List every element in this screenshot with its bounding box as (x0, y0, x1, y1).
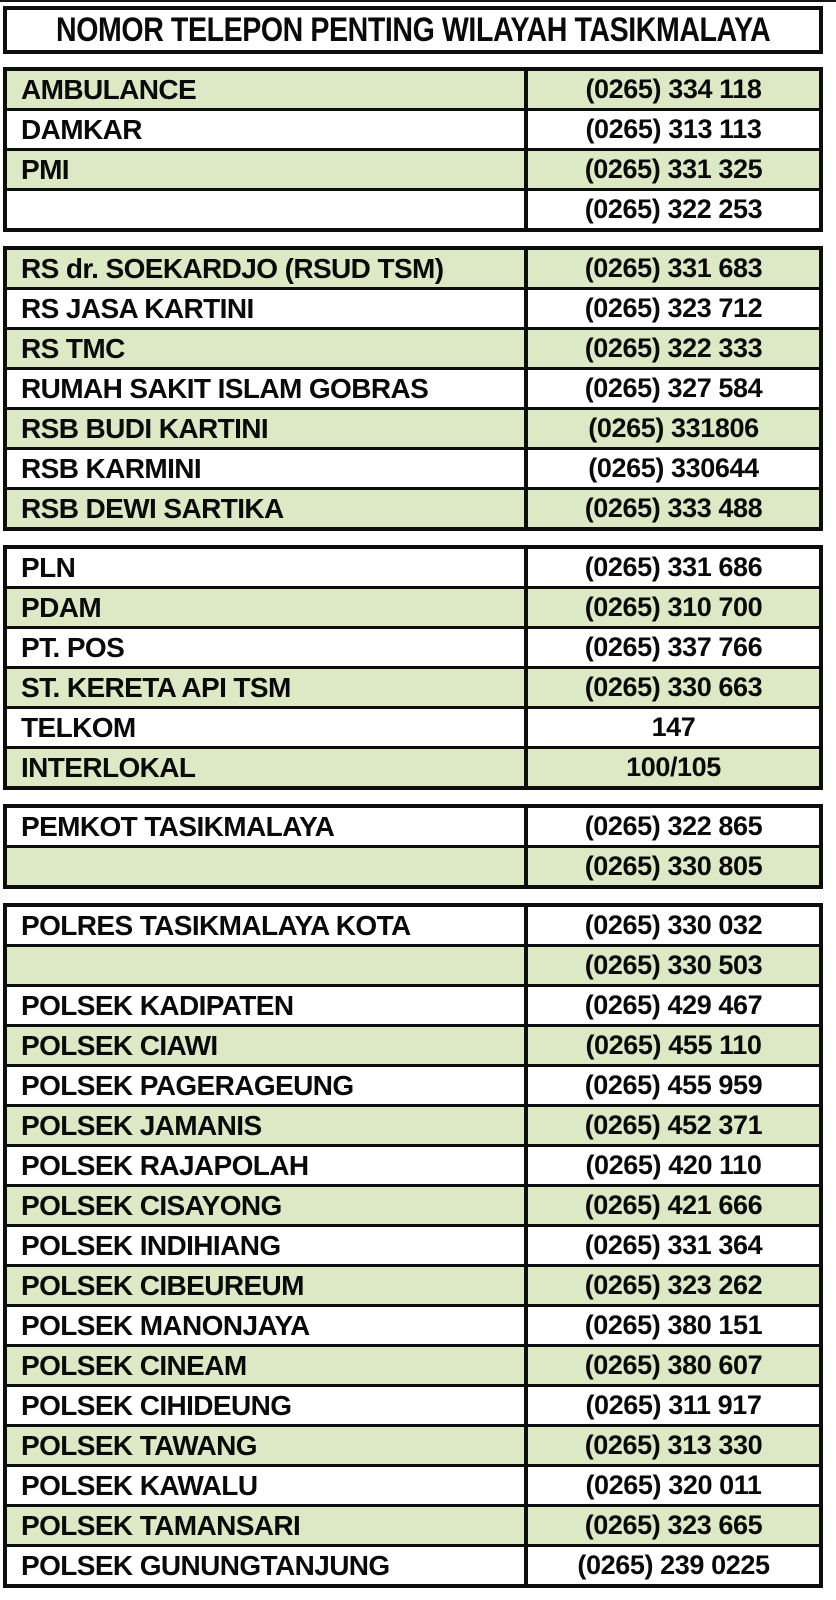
section-utilities (3, 545, 823, 790)
entry-name: POLSEK PAGERAGEUNG (21, 1069, 354, 1101)
entry-name: ST. KERETA API TSM (21, 671, 291, 703)
sections-container (3, 67, 823, 1588)
table-row (7, 111, 819, 151)
entry-name: INTERLOKAL (21, 751, 196, 783)
entry-name: RSB DEWI SARTIKA (21, 492, 284, 524)
entry-name: RS dr. SOEKARDJO (RSUD TSM) (21, 252, 444, 284)
table-row (7, 450, 819, 490)
section-emergency-services (3, 67, 823, 232)
entry-phone: (0265) 330 503 (524, 947, 819, 984)
table-row (7, 250, 819, 290)
section-hospitals (3, 246, 823, 531)
entry-name: TELKOM (21, 711, 136, 743)
table-row (7, 848, 819, 885)
table-row (7, 947, 819, 987)
entry-phone: 100/105 (524, 749, 819, 786)
table-row (7, 1467, 819, 1507)
table-row (7, 1187, 819, 1227)
entry-phone: (0265) 380 151 (524, 1307, 819, 1344)
entry-phone: (0265) 322 865 (524, 808, 819, 845)
table-row (7, 907, 819, 947)
page-title-text: NOMOR TELEPON PENTING WILAYAH TASIKMALAYA (55, 10, 771, 49)
entry-name: DAMKAR (21, 113, 142, 145)
table-row (7, 1347, 819, 1387)
phone-directory-page (3, 6, 823, 1588)
page-title (3, 6, 823, 54)
table-row (7, 191, 819, 228)
table-row (7, 1427, 819, 1467)
entry-phone: (0265) 330 032 (524, 907, 819, 944)
entry-phone: (0265) 239 0225 (524, 1547, 819, 1584)
entry-phone: (0265) 429 467 (524, 987, 819, 1024)
table-row (7, 709, 819, 749)
entry-name: POLSEK CISAYONG (21, 1189, 282, 1221)
table-row (7, 629, 819, 669)
entry-phone: 147 (524, 709, 819, 746)
entry-phone: (0265) 455 959 (524, 1067, 819, 1104)
entry-name: RSB BUDI KARTINI (21, 412, 269, 444)
entry-name: PEMKOT TASIKMALAYA (21, 810, 335, 842)
table-row (7, 1107, 819, 1147)
table-row (7, 330, 819, 370)
table-row (7, 1507, 819, 1547)
table-row (7, 1027, 819, 1067)
entry-phone: (0265) 323 262 (524, 1267, 819, 1304)
entry-name (7, 191, 524, 228)
entry-phone: (0265) 322 253 (524, 191, 819, 228)
table-row (7, 71, 819, 111)
entry-phone: (0265) 330644 (524, 450, 819, 487)
table-row (7, 549, 819, 589)
entry-phone: (0265) 331806 (524, 410, 819, 447)
section-city-government (3, 804, 823, 889)
entry-name: PT. POS (21, 631, 125, 663)
table-row (7, 1267, 819, 1307)
entry-phone: (0265) 455 110 (524, 1027, 819, 1064)
entry-phone: (0265) 313 113 (524, 111, 819, 148)
table-row (7, 410, 819, 450)
entry-name (7, 848, 524, 885)
table-row (7, 1307, 819, 1347)
section-police (3, 903, 823, 1588)
entry-name: RUMAH SAKIT ISLAM GOBRAS (21, 372, 429, 404)
entry-name: POLRES TASIKMALAYA KOTA (21, 909, 411, 941)
table-row (7, 1547, 819, 1584)
entry-name: POLSEK INDIHIANG (21, 1229, 281, 1261)
entry-name: AMBULANCE (21, 73, 197, 105)
entry-phone: (0265) 421 666 (524, 1187, 819, 1224)
entry-phone: (0265) 334 118 (524, 71, 819, 108)
entry-name: POLSEK KADIPATEN (21, 989, 294, 1021)
entry-name: POLSEK CIAWI (21, 1029, 218, 1061)
entry-phone: (0265) 380 607 (524, 1347, 819, 1384)
table-row (7, 669, 819, 709)
entry-phone: (0265) 333 488 (524, 490, 819, 527)
entry-phone: (0265) 311 917 (524, 1387, 819, 1424)
table-row (7, 589, 819, 629)
entry-name: PMI (21, 153, 69, 185)
entry-phone: (0265) 337 766 (524, 629, 819, 666)
entry-phone: (0265) 327 584 (524, 370, 819, 407)
entry-phone: (0265) 313 330 (524, 1427, 819, 1464)
entry-phone: (0265) 331 686 (524, 549, 819, 586)
entry-name: RS JASA KARTINI (21, 292, 254, 324)
entry-name: POLSEK KAWALU (21, 1469, 258, 1501)
entry-phone: (0265) 330 805 (524, 848, 819, 885)
entry-phone: (0265) 331 364 (524, 1227, 819, 1264)
entry-name: POLSEK JAMANIS (21, 1109, 262, 1141)
table-row (7, 290, 819, 330)
entry-phone: (0265) 310 700 (524, 589, 819, 626)
table-row (7, 1147, 819, 1187)
entry-phone: (0265) 331 325 (524, 151, 819, 188)
page-edge-line (0, 0, 836, 2)
table-row (7, 490, 819, 527)
table-row (7, 370, 819, 410)
table-row (7, 1067, 819, 1107)
entry-phone: (0265) 331 683 (524, 250, 819, 287)
table-row (7, 987, 819, 1027)
table-row (7, 1227, 819, 1267)
entry-phone: (0265) 452 371 (524, 1107, 819, 1144)
entry-phone: (0265) 323 665 (524, 1507, 819, 1544)
entry-name: POLSEK CIHIDEUNG (21, 1389, 292, 1421)
entry-name: POLSEK TAMANSARI (21, 1509, 301, 1541)
entry-name: POLSEK CIBEUREUM (21, 1269, 304, 1301)
entry-name: RSB KARMINI (21, 452, 202, 484)
table-row (7, 1387, 819, 1427)
entry-name: POLSEK MANONJAYA (21, 1309, 310, 1341)
entry-phone: (0265) 420 110 (524, 1147, 819, 1184)
entry-phone: (0265) 320 011 (524, 1467, 819, 1504)
entry-phone: (0265) 322 333 (524, 330, 819, 367)
table-row (7, 749, 819, 786)
table-row (7, 151, 819, 191)
entry-name: POLSEK GUNUNGTANJUNG (21, 1549, 390, 1581)
entry-name: RS TMC (21, 332, 125, 364)
entry-phone: (0265) 330 663 (524, 669, 819, 706)
entry-name: POLSEK CINEAM (21, 1349, 247, 1381)
entry-name: POLSEK TAWANG (21, 1429, 257, 1461)
entry-name: PLN (21, 551, 76, 583)
entry-name: PDAM (21, 591, 102, 623)
entry-phone: (0265) 323 712 (524, 290, 819, 327)
entry-name (7, 947, 524, 984)
entry-name: POLSEK RAJAPOLAH (21, 1149, 309, 1181)
table-row (7, 808, 819, 848)
